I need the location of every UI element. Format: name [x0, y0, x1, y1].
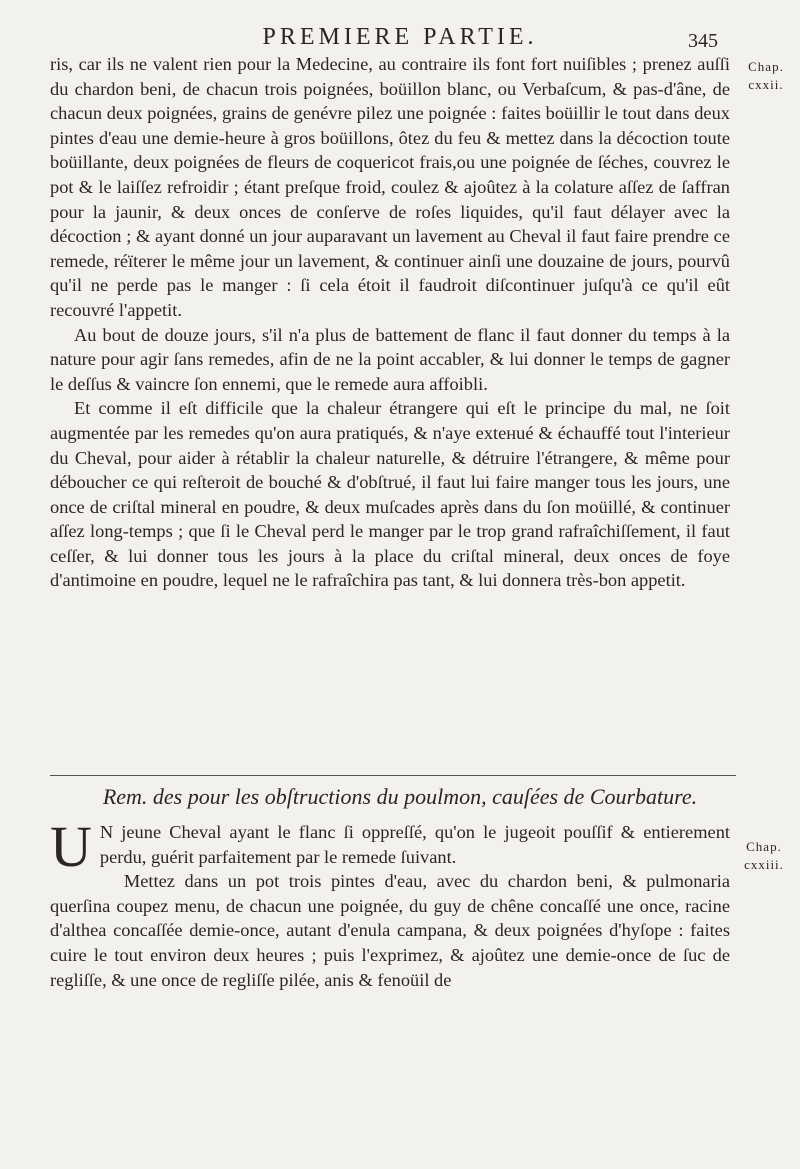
section-title: Rem. des pour les obſtructions du poulmon, cauſées de Courbature. [102, 784, 698, 809]
margin-note-chapter-122: Chap. cxxii. [748, 59, 784, 92]
text-block-remedy [50, 814, 730, 992]
paragraph: Et comme il eſt difficile que la chaleur étrangere qui eſt le principe du mal, ne ſoit augmentée par les remedes qu'on aura pratiqués, & n'aye exteнué & échauffé tout l'interieur du Cheval, pour aider à rétablir la chaleur naturelle, & détruire l'étrangere, & même pour déboucher ce qui reſteroit de bouché & d'obſtrué, il faut lui faire manger tous les jours, une once de criſtal mineral en poudre, & deux muſcades après dans du ſon moüillé, & continuer aſſez long-temps ; que ſi le Cheval perd le manger par le trop grand rafraîchiſſement, il faut ceſſer, & lui donner tous les jours à la place du criſtal mineral, deux onces de foye d'antimoine en poudre, lequel ne le rafraîchira pas tant, & lui donnera très-bon appetit. [50, 398, 730, 591]
paragraph: Mettez dans un pot trois pintes d'eau, avec du chardon beni, & pulmonaria querſina coupez menu, de chacun une poignée, du guy de chêne concaſſé une once, racine d'althea concaſſée demie-once, autant d'enula campana, & deux poignées d'hyſope : faites cuire le tout environ deux heures ; puis l'exprimez, & ajoûtez une demie-once de ſuc de regliſſe, & une once de regliſſe pilée, anis & fenoüil de [50, 871, 730, 990]
paragraph-text: N jeune Cheval ayant le flanc ſi oppreſſé, qu'on le jugeoit pouſſif & entierement perdu, guérit parfaitement par le remede ſuivant. [99, 822, 730, 867]
paragraph [50, 814, 730, 879]
text-block-continuation [50, 52, 730, 593]
paragraph: Au bout de douze jours, s'il n'a plus de battement de flanc il faut donner du temps à la nature pour agir ſans remedes, afin de ne la point accabler, & lui donner le temps de gagner le deſſus & vaincre ſon ennemi, que le remede aura affoibli. [50, 324, 730, 394]
section-divider [50, 775, 736, 776]
running-title: PREMIERE PARTIE. [262, 24, 538, 50]
paragraph: ris, car ils ne valent rien pour la Medecine, au contraire ils font fort nuiſibles ; prenez auſſi du chardon beni, de chacun trois poignées, boüillon blanc, ou Verbaſcum, & pas-d'âne, de chacun deux poignées, grains de genévre pilez une poignée : faites boüillir le tout dans deux pintes d'eau une demie-heure à gros boüillons, ôtez du feu & mettez dans la décoction toute boüillante, deux poignées de fleurs de coquericot frais,ou une poignée de ſéches, couvrez le pot & le laiſſez refroidir ; étant preſque froid, coulez & ajoûtez à la colature aſſez de ſaffran pour la jaunir, & deux onces de conſerve de roſes liquides, qu'il faut délayer avec la décoction ; & ayant donné un jour auparavant un lavement au Cheval il faut faire prendre ce remede, réïterer le même jour un lavement, & continuer ainſi une douzaine de jours, pourvû qu'il ne perde pas le manger : ſi cela étoit il faudroit diſcontinuer juſqu'à ce qu'il eût recouvré l'appetit. [50, 54, 730, 320]
drop-cap: U [50, 814, 92, 879]
page-number: 345 [688, 30, 718, 52]
margin-note-chapter-123: Chap. cxxiii. [744, 839, 784, 872]
